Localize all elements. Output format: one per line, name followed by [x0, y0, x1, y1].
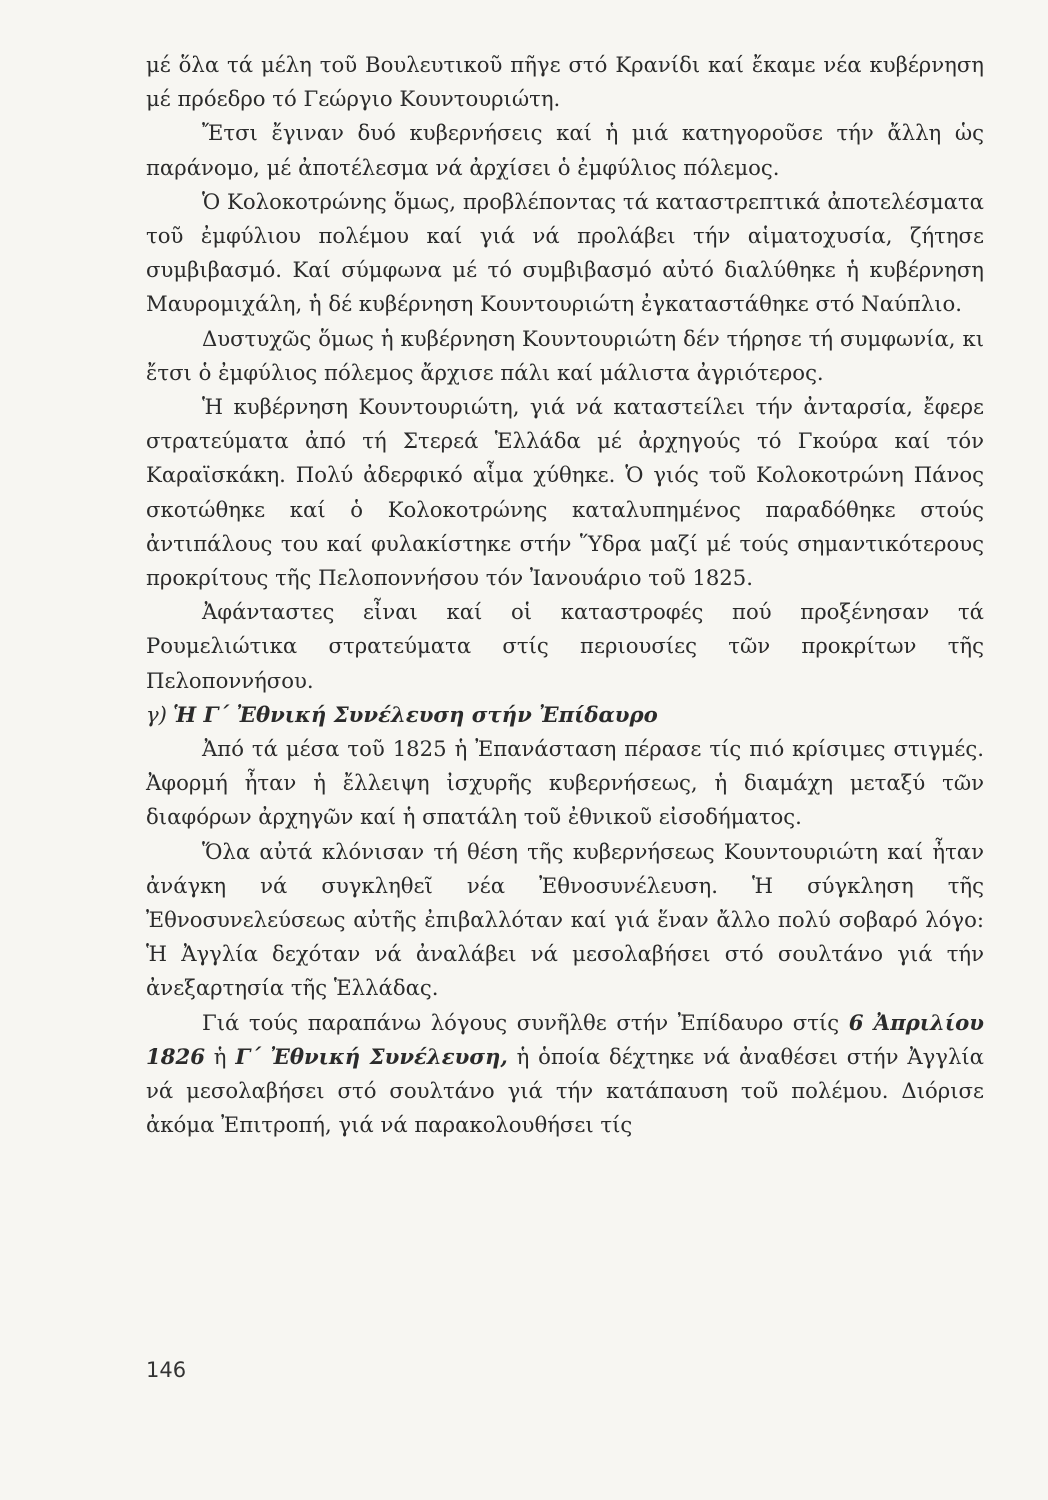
paragraph-two-governments: Ἔτσι ἔγιναν δυό κυβερνήσεις καί ἡ μιά κατηγοροῦσε τήν ἄλλη ὡς παράνομο, μέ ἀποτέλεσμα νά ἀρχίσει ὁ ἐμφύλιος πόλεμος. — [146, 120, 984, 180]
paragraph-crisis-1825: Ἀπό τά μέσα τοῦ 1825 ἡ Ἐπανάσταση πέρασε τίς πιό κρίσιμες στιγμές. Ἀφορμή ἦταν ἡ ἔλλειψη ἰσχυρῆς κυβερνήσεως, ἡ διαμάχη μεταξύ τῶν διαφόρων ἀρχηγῶν καί ἡ σπατάλη τοῦ ἐθνικοῦ εἰσοδήματος. — [146, 736, 984, 830]
paragraph-epidaurus-assembly — [146, 1006, 984, 1143]
assembly-name: Γ΄ Ἐθνική Συνέλευση, — [235, 1043, 508, 1069]
final-text-middle: ἡ — [204, 1043, 236, 1069]
paragraph-new-assembly: Ὅλα αὐτά κλόνισαν τή θέση τῆς κυβερνήσεως Κουντουριώτη καί ἦταν ἀνάγκη νά συγκληθεῖ νέα Ἐθνοσυνέλευση. Ἡ σύγκληση τῆς Ἐθνοσυνελεύσεως αὐτῆς ἐπιβαλλόταν καί γιά ἕναν ἄλλο πολύ σοβαρό λόγο: Ἡ Ἀγγλία δεχόταν νά ἀναλάβει νά μεσολαβήσει στό σουλτάνο γιά τήν ἀνεξαρτησία τῆς Ἑλλάδας. — [146, 838, 984, 1001]
paragraph-kolokotronis-compromise: Ὁ Κολοκοτρώνης ὅμως, προβλέποντας τά καταστρεπτικά ἀποτελέσματα τοῦ ἐμφύλιου πολέμου καί γιά νά προλάβει τήν αἱματοχυσία, ζήτησε συμβιβασμό. Καί σύμφωνα μέ τό συμβιβασμό αὐτό διαλύθηκε ἡ κυβέρνηση Μαυρομιχάλη, ἡ δέ κυβέρνηση Κουντουριώτη ἐγκαταστάθηκε στό Ναύπλιο. — [146, 188, 984, 317]
section-title: Ἡ Γ΄ Ἐθνική Συνέλευση στήν Ἐπίδαυρο — [172, 701, 658, 727]
page-body — [146, 48, 984, 1143]
section-letter: γ) — [146, 701, 167, 727]
section-heading — [146, 698, 984, 732]
final-text-after: ἡ ὁποία δέχτηκε νά ἀναθέσει στήν Ἀγγλία νά μεσολαβήσει στό σουλτάνο γιά τήν κατάπαυση τοῦ πολέμου. Διόρισε ἀκόμα Ἐπιτροπή, γιά νά παρακολουθήσει τίς — [146, 1043, 984, 1138]
paragraph-kountouriotis-troops: Ἡ κυβέρνηση Κουντουριώτη, γιά νά καταστείλει τήν ἀνταρσία, ἔφερε στρατεύματα ἀπό τή Στερεά Ἑλλάδα μέ ἀρχηγούς τό Γκούρα καί τόν Καραϊσκάκη. Πολύ ἀδερφικό αἷμα χύθηκε. Ὁ γιός τοῦ Κολοκοτρώνη Πάνος σκοτώθηκε καί ὁ Κολοκοτρώνης καταλυπημένος παραδόθηκε στούς ἀντιπάλους του καί φυλακίστηκε στήν Ὕδρα μαζί μέ τούς σημαντικότερους προκρίτους τῆς Πελοποννήσου τόν Ἰανουάριο τοῦ 1825. — [146, 394, 984, 591]
assembly-date: 6 Ἀπριλίου 1826 — [146, 1009, 985, 1069]
page-number: 146 — [146, 1358, 187, 1382]
final-text-before: Γιά τούς παραπάνω λόγους συνῆλθε στήν Ἐπίδαυρο στίς — [202, 1009, 849, 1035]
paragraph-destruction: Ἀφάνταστες εἶναι καί οἱ καταστροφές πού προξένησαν τά Ρουμελιώτικα στρατεύματα στίς περιουσίες τῶν προκρίτων τῆς Πελοποννήσου. — [146, 599, 984, 693]
paragraph-continuation: μέ ὅλα τά μέλη τοῦ Βουλευτικοῦ πῆγε στό Κρανίδι καί ἔκαμε νέα κυβέρνηση μέ πρόεδρο τό Γεώργιο Κουντουριώτη. — [146, 52, 984, 112]
paragraph-civil-war-resumed: Δυστυχῶς ὅμως ἡ κυβέρνηση Κουντουριώτη δέν τήρησε τή συμφωνία, κι ἔτσι ὁ ἐμφύλιος πόλεμος ἄρχισε πάλι καί μάλιστα ἀγριότερος. — [146, 325, 984, 385]
